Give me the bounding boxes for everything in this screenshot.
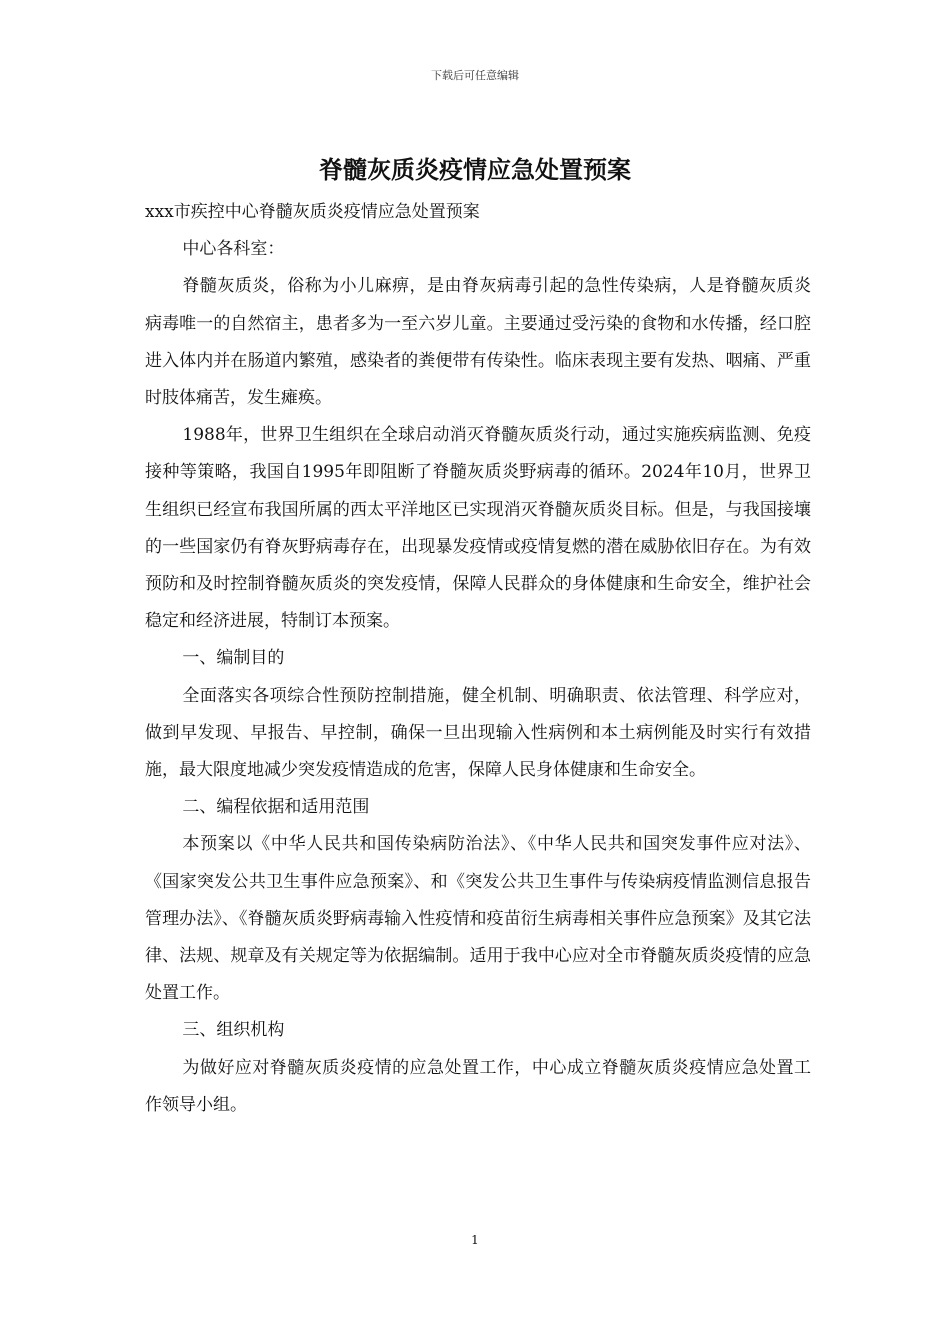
document-title: 脊髓灰质炎疫情应急处置预案 [319, 155, 631, 184]
document-body [145, 194, 811, 1124]
section-heading: 一、编制目的 [182, 648, 285, 669]
intro-paragraph: 脊髓灰质炎，俗称为小儿麻痹，是由脊灰病毒引起的急性传染病，人是脊髓灰质炎病毒唯一的自然宿主，患者多为一至六岁儿童。主要通过受污染的食物和水传播，经口腔进入体内并在肠道内繁殖，感染者的粪便带有传染性。临床表现主要有发热、咽痛、严重时肢体痛苦，发生瘫痪。 [145, 276, 811, 409]
section-text: 本预案以《中华人民共和国传染病防治法》、《中华人民共和国突发事件应对法》、《国家突发公共卫生事件应急预案》、和《突发公共卫生事件与传染病疫情监测信息报告管理办法》、《脊髓灰质炎野病毒输入性疫情和疫苗衍生病毒相关事件应急预案》及其它法律、法规、规章及有关规定等为依据编制。适用于我中心应对全市脊髓灰质炎疫情的应急处置工作。 [145, 834, 811, 1004]
section-heading: 二、编程依据和适用范围 [182, 797, 370, 818]
section-heading: 三、组织机构 [182, 1020, 285, 1041]
header-note: 下载后可任意编辑 [431, 69, 519, 82]
salutation: 中心各科室： [182, 239, 285, 260]
page-number: 1 [471, 1233, 479, 1247]
section-text: 全面落实各项综合性预防控制措施，健全机制、明确职责、依法管理、科学应对，做到早发现、早报告、早控制，确保一旦出现输入性病例和本土病例能及时实行有效措施，最大限度地减少突发疫情造成的危害，保障人民身体健康和生命安全。 [145, 685, 811, 781]
background-paragraph: 1988年，世界卫生组织在全球启动消灭脊髓灰质炎行动，通过实施疾病监测、免疫接种等策略，我国自1995年即阻断了脊髓灰质炎野病毒的循环。2024年10月，世界卫生组织已经宣布我国所属的西太平洋地区已实现消灭脊髓灰质炎目标。但是，与我国接壤的一些国家仍有脊灰野病毒存在，出现暴发疫情或疫情复燃的潜在威胁依旧存在。为有效预防和及时控制脊髓灰质炎的突发疫情，保障人民群众的身体健康和生命安全，维护社会稳定和经济进展，特制订本预案。 [145, 425, 811, 632]
document-subtitle: xxx市疾控中心脊髓灰质炎疫情应急处置预案 [145, 202, 480, 222]
section-text: 为做好应对脊髓灰质炎疫情的应急处置工作，中心成立脊髓灰质炎疫情应急处置工作领导小组。 [145, 1057, 811, 1115]
